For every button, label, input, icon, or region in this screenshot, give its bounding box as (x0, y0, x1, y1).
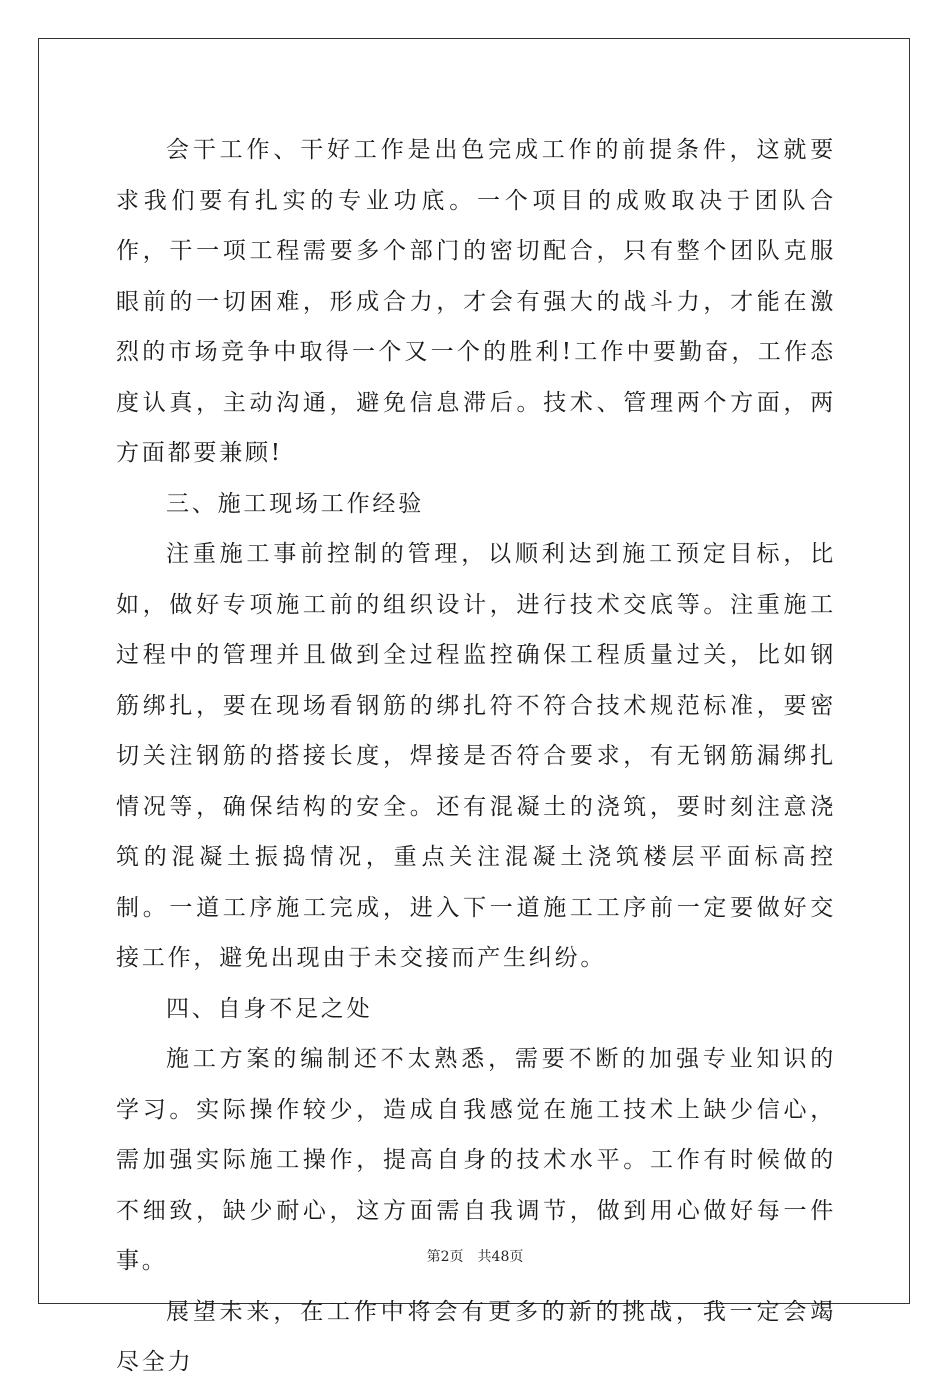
document-body (116, 125, 836, 1388)
paragraph-teamwork: 会干工作、干好工作是出色完成工作的前提条件，这就要求我们要有扎实的专业功底。一个项目的成败取决于团队合作，干一项工程需要多个部门的密切配合，只有整个团队克服眼前的一切困难，形成合力，才会有强大的战斗力，才能在激烈的市场竞争中取得一个又一个的胜利!工作中要勤奋，工作态度认真，主动沟通，避免信息滞后。技术、管理两个方面，两方面都要兼顾! (116, 137, 836, 466)
paragraph-site-management: 注重施工事前控制的管理，以顺利达到施工预定目标，比如，做好专项施工前的组织设计，进行技术交底等。注重施工过程中的管理并且做到全过程监控确保工程质量过关，比如钢筋绑扎，要在现场看钢筋的绑扎符不符合技术规范标准，要密切关注钢筋的搭接长度，焊接是否符合要求，有无钢筋漏绑扎情况等，确保结构的安全。还有混凝土的浇筑，要时刻注意浇筑的混凝土振捣情况，重点关注混凝土浇筑楼层平面标高控制。一道工序施工完成，进入下一道施工工序前一定要做好交接工作，避免出现由于未交接而产生纠纷。 (116, 541, 836, 971)
page-footer (0, 1246, 950, 1266)
paragraph-shortcomings: 施工方案的编制还不太熟悉，需要不断的加强专业知识的学习。实际操作较少，造成自我感觉在施工技术上缺少信心，需加强实际施工操作，提高自身的技术水平。工作有时候做的不细致，缺少耐心，这方面需自我调节，做到用心做好每一件事。 (116, 1046, 836, 1274)
page-total: 共48页 (477, 1249, 524, 1265)
page-number: 第2页 (426, 1249, 464, 1265)
section-heading-site-experience: 三、施工现场工作经验 (166, 490, 424, 517)
paragraph-outlook: 展望未来，在工作中将会有更多的新的挑战，我一定会竭尽全力 (116, 1298, 836, 1375)
section-heading-shortcomings: 四、自身不足之处 (166, 995, 373, 1022)
